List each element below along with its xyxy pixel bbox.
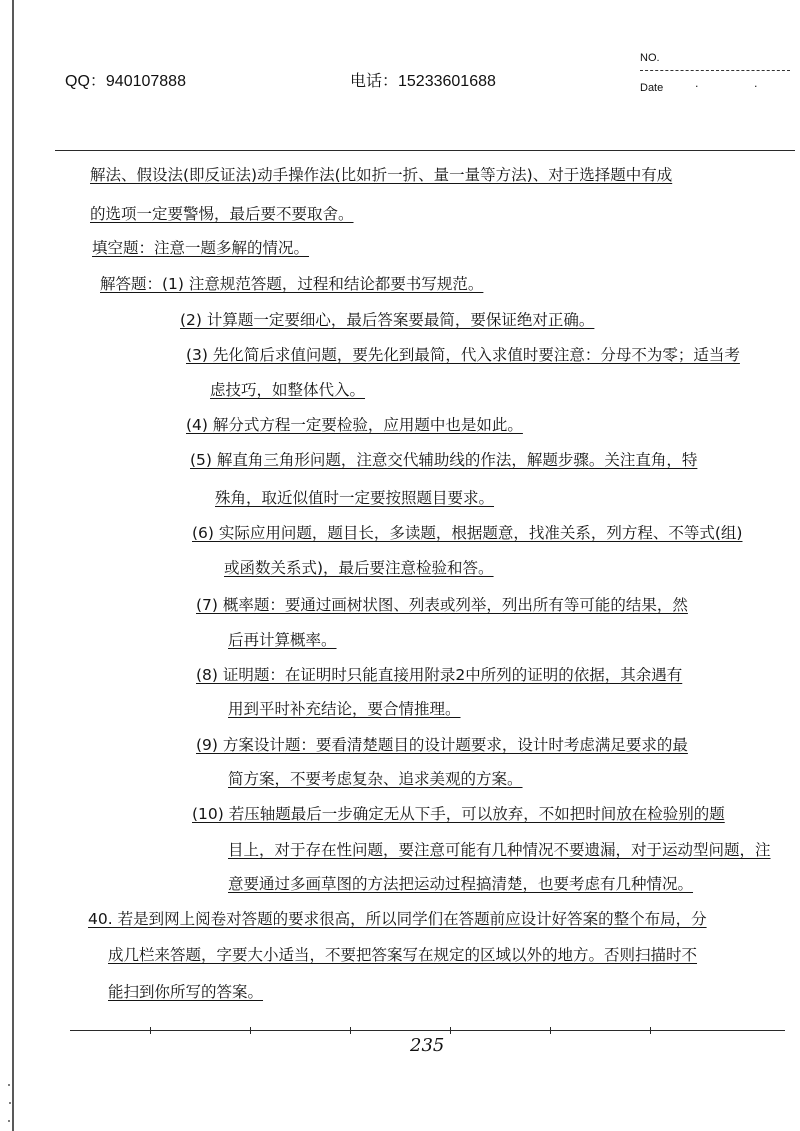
text-line: (5) 解直角三角形问题，注意交代辅助线的作法，解题步骤。关注直角，特 [190,451,698,469]
ruler-tick [550,1027,551,1034]
text-line: 成几栏来答题，字要大小适当，不要把答案写在规定的区域以外的地方。否则扫描时不 [108,946,698,964]
text-line: 目上，对于存在性问题，要注意可能有几种情况不要遗漏，对于运动型问题，注 [228,841,771,859]
ruler-tick [450,1027,451,1034]
scan-specks [8,1080,14,1130]
text-line: (9) 方案设计题：要看清楚题目的设计题要求，设计时考虑满足要求的最 [196,736,688,754]
text-line: 虑技巧，如整体代入。 [210,381,366,399]
top-rule [55,150,795,151]
qq-contact: QQ：940107888 [65,73,186,90]
text-line: 解答题：(1) 注意规范答题，过程和结论都要书写规范。 [100,275,484,293]
text-line: 的选项一定要警惕，最后要不要取舍。 [90,205,354,223]
date-label: Date [640,82,664,94]
text-line: 或函数关系式)，最后要注意检验和答。 [224,559,494,577]
ruler-tick [250,1027,251,1034]
page-number: 235 [410,1035,445,1056]
text-line: (2) 计算题一定要细心，最后答案要最简，要保证绝对正确。 [180,311,595,329]
date-dots: · · [695,80,784,93]
scan-edge-line [12,0,14,1131]
text-line: 殊角，取近似值时一定要按照题目要求。 [215,489,495,507]
phone-contact: 电话：15233601688 [350,73,496,90]
text-line: (3) 先化简后求值问题，要先化到最简，代入求值时要注意：分母不为零；适当考 [186,346,740,364]
text-line: (8) 证明题：在证明时只能直接用附录2中所列的证明的依据，其余遇有 [196,666,683,684]
text-line: 解法、假设法(即反证法)动手操作法(比如折一折、量一量等方法)、对于选择题中有成 [90,166,673,184]
ruler-tick [650,1027,651,1034]
text-line: 后再计算概率。 [228,631,337,649]
text-line: (7) 概率题：要通过画树状图、列表或列举，列出所有等可能的结果，然 [196,596,688,614]
text-line: 用到平时补充结论，要合情推理。 [228,700,461,718]
text-line: 意要通过多画草图的方法把运动过程搞清楚，也要考虑有几种情况。 [228,875,694,893]
text-line: 填空题：注意一题多解的情况。 [92,239,310,257]
text-line: 能扫到你所写的答案。 [108,983,264,1001]
no-dashed-line [640,70,790,71]
ruler-tick [150,1027,151,1034]
text-line: (4) 解分式方程一定要检验，应用题中也是如此。 [186,416,523,434]
text-line: 简方案，不要考虑复杂、追求美观的方案。 [228,770,523,788]
ruler-tick [350,1027,351,1034]
bottom-rule [70,1030,785,1031]
text-line: (10) 若压轴题最后一步确定无从下手，可以放弃，不如把时间放在检验别的题 [192,805,725,823]
text-line: 40. 若是到网上阅卷对答题的要求很高，所以同学们在答题前应设计好答案的整个布局，分 [88,910,707,928]
text-line: (6) 实际应用问题，题目长，多读题，根据题意，找准关系，列方程、不等式(组) [192,524,743,542]
no-label: NO. [640,52,660,64]
